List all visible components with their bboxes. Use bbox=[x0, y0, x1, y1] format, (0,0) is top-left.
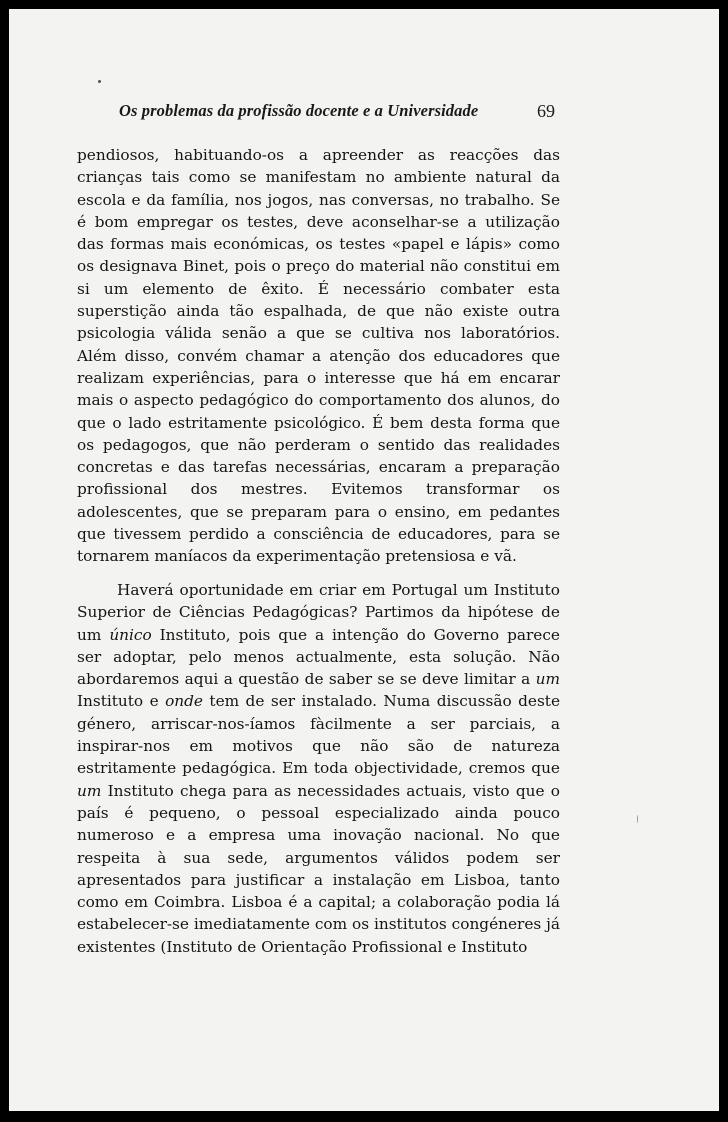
paragraph-2-part-1: Haverá oportunidade em criar em Portugal um Instituto Superior de Ciências Pedagógicas? Partimos da hipótese de um bbox=[77, 581, 560, 644]
paragraph-1-text: pendiosos, habituando-os a apreender as reacções das crianças tais como se manifestam no ambiente natural da escola e da família, nos jogos, nas conversas, no trabalho. Se é bom empregar os testes, deve aconselhar-se a utilização das formas mais económicas, os testes «papel e lápis» como os designava Binet, pois o preço do material não constitui em si um elemento de êxito. É necessário combater esta superstição ainda tão espalhada, de que não existe outra psicologia válida senão a que se cultiva nos laboratórios. Além disso, convém chamar a atenção dos educadores que realizam experiências, para o interesse que há em encarar mais o aspecto pedagógico do comportamento dos alunos, do que o lado estritamente psicológico. É bem desta forma que os pedagogos, que não perderam o sentido das realidades concretas e das tarefas necessárias, encaram a preparação profissional dos mestres. Evitemos transformar os adolescentes, que se preparam para o ensino, em pedantes que tivessem perdido a consciência de educadores, para se tornarem maníacos da experimentação pretensiosa e vã. bbox=[77, 146, 560, 566]
emphasis-unico: único bbox=[109, 625, 152, 644]
paragraph-2-part-5: Instituto chega para as necessidades actuais, visto que o país é pequeno, o pessoal especializado ainda pouco numeroso e a empresa uma inovação nacional. No que respeita à sua sede, argumentos válidos podem ser apresentados para justificar a instalação em Lisboa, tanto como em Coimbra. Lisboa é a capital; a colaboração podia lá estabelecer-se imediatamente com os institutos congéneres já existentes (Instituto de Orientação Profissional e Instituto bbox=[77, 781, 560, 956]
scan-speck bbox=[98, 80, 101, 83]
running-title: Os problemas da profissão docente e a Universidade bbox=[119, 101, 479, 120]
page-number: 69 bbox=[537, 101, 555, 121]
emphasis-um-2: um bbox=[77, 781, 102, 800]
paragraph-2-text bbox=[77, 579, 560, 958]
paragraph-2 bbox=[77, 579, 560, 958]
emphasis-um-1: um bbox=[535, 670, 560, 689]
paragraph-2-part-4: tem de ser instalado. Numa discussão deste género, arriscar-nos-íamos fàcilmente a ser parciais, a inspirar-nos em motivos que não são de natureza estritamente pedagógica. Em toda objectividade, cremos que bbox=[77, 692, 561, 778]
paragraph-1 bbox=[77, 144, 560, 568]
paragraph-2-part-2: Instituto, pois que a intenção do Governo parece ser adoptar, pelo menos actualmente, esta solução. Não abordaremos aqui a questão de saber se se deve limitar a bbox=[77, 625, 560, 689]
scanned-page bbox=[9, 9, 719, 1111]
scan-speck bbox=[637, 815, 638, 823]
paragraph-2-part-3: Instituto e bbox=[77, 692, 166, 711]
page-header bbox=[119, 101, 555, 127]
emphasis-onde: onde bbox=[165, 692, 203, 711]
